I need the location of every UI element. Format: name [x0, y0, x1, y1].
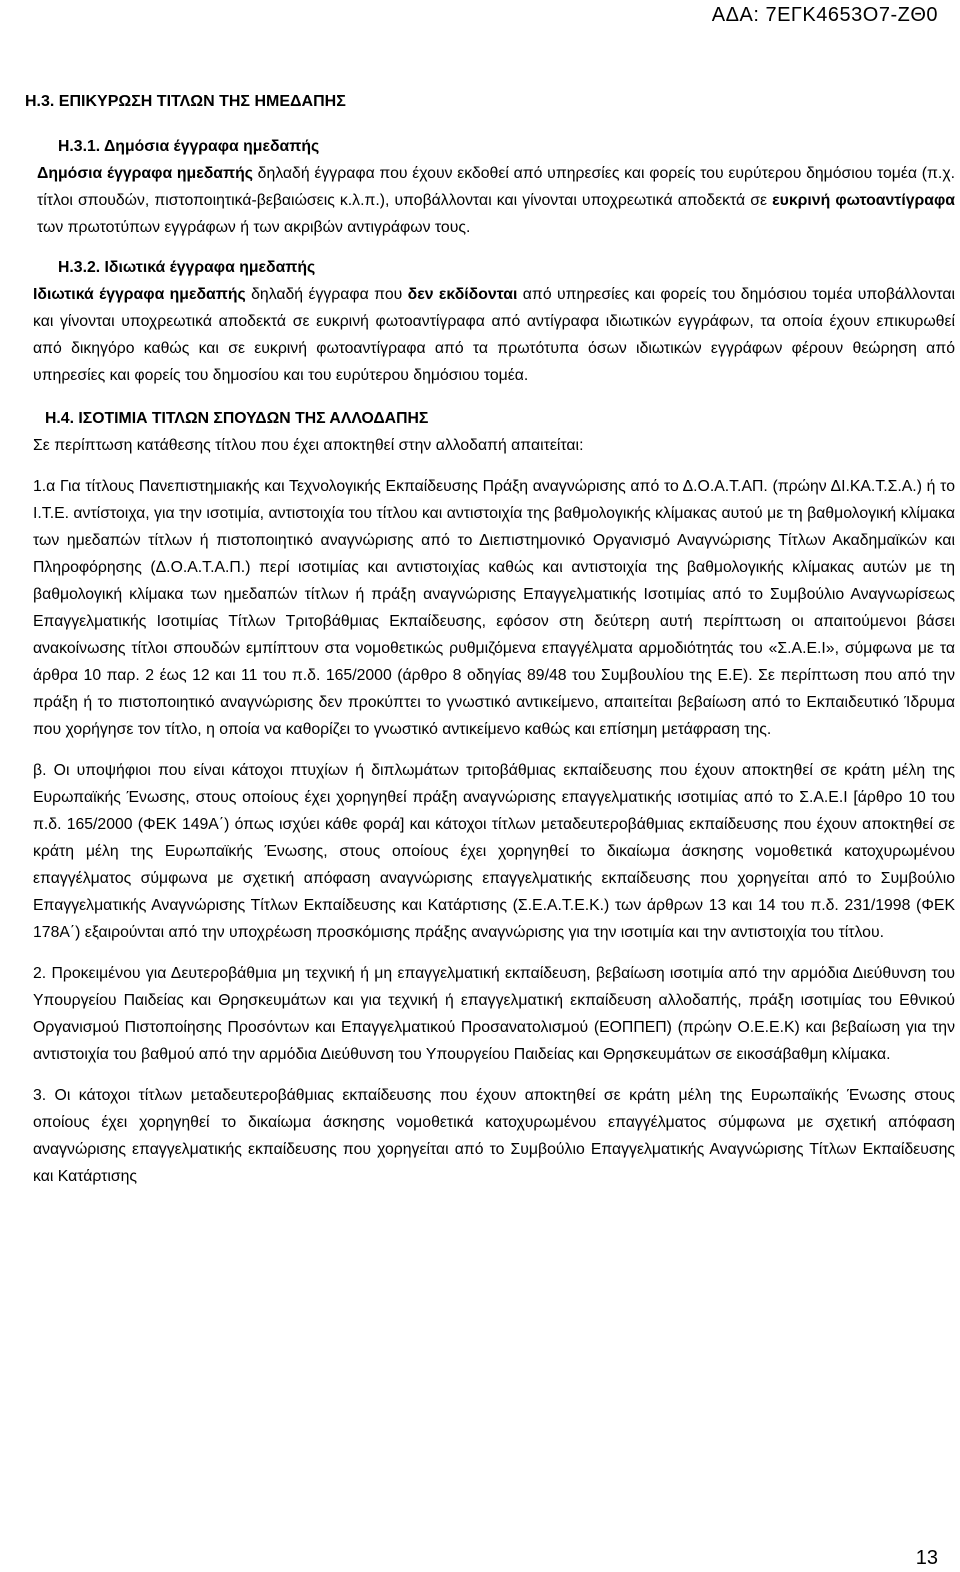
section-h32: [25, 254, 955, 389]
subsection-title-h32: Η.3.2. Ιδιωτικά έγγραφα ημεδαπής: [58, 259, 316, 276]
text-h32-3: από υπηρεσίες και φορείς του δημόσιου τομέα υποβάλλονται και γίνονται υποχρεωτικά αποδεκτά σε ευκρινή φωτοαντίγραφα από αντίγραφα ιδιωτικών εγγράφων, τα οποία έχουν επικυρωθεί από δικηγόρο καθώς και σε ευκρινή φωτοαντίγραφα από τα πρωτότυπα όσων ιδιωτικών εγγράφων φέρουν θεώρηση από υπηρεσίες και φορείς του δημοσίου και του ευρύτερου δημόσιου τομέα.: [33, 286, 955, 384]
paragraph-1a: 1.α Για τίτλους Πανεπιστημιακής και Τεχνολογικής Εκπαίδευσης Πράξη αναγνώρισης από το Δ.Ο.Α.Τ.ΑΠ. (πρώην ΔΙ.ΚΑ.Τ.Σ.Α.) ή το Ι.Τ.Ε. αντίστοιχα, για την ισοτιμία, αντιστοιχία του τίτλου και αντιστοιχία της βαθμολογικής κλίμακας αυτού με τη βαθμολογική κλίμακα των ημεδαπών τίτλων ή πιστοποιητικό αναγνώρισης από το Διεπιστημονικό Οργανισμό Αναγνώρισης Τίτλων Ακαδημαϊκών και Πληροφόρησης (Δ.Ο.Α.Τ.Α.Π.) περί ισοτιμίας και αντιστοιχίας καθώς και αντιστοιχία της βαθμολογικής κλίμακας αυτών με τη βαθμολογική κλίμακα των ημεδαπών τίτλων ή πράξη αναγνώρισης Επαγγελματικής Ισοτιμίας από το Συμβούλιο Αναγνωρίσεως Επαγγελματικής Ισοτιμίας Τίτλων Τριτοβάθμιας Εκπαίδευσης, εφόσον στη δεύτερη αυτή περίπτωση οι απαιτούμενοι βάσει ανακοίνωσης τίτλοι σπουδών εμπίπτουν στα νομοθετικώς ρυθμιζόμενα επαγγέλματα αρμοδιότητάς του «Σ.Α.Ε.Ι», σύμφωνα με τα άρθρα 10 παρ. 2 έως 12 και 11 του π.δ. 165/2000 (άρθρο 8 οδηγίας 89/48 του Συμβουλίου της Ε.Ε). Σε περίπτωση που από την πράξη ή το πιστοποιητικό αναγνώρισης δεν προκύπτει το γνωστικό αντικείμενο, απαιτείται βεβαίωση από το Εκπαιδευτικό Ίδρυμα που χορήγησε τον τίτλο, η οποία να καθορίζει το γνωστικό αντικείμενο καθώς και επίσημη μετάφραση της.: [33, 478, 955, 738]
page-number: 13: [915, 1547, 938, 1569]
lead-bold-h31: Δημόσια έγγραφα ημεδαπής: [37, 165, 253, 182]
text-h31-1: δηλαδή έγγραφα που έχουν εκδοθεί από υπηρεσίες και φορείς του ευρύτερου δημόσιου τομέα (π.χ. τίτλοι σπουδών, πιστοποιητικά-βεβαιώσεις κ.λ.π.), υποβάλλονται και γίνονται υποχρεωτικά αποδεκτά σε: [37, 165, 955, 209]
paragraph-1b: β. Οι υποψήφιοι που είναι κάτοχοι πτυχίων ή διπλωμάτων τριτοβάθμιας εκπαίδευσης που έχουν αποκτηθεί σε κράτη μέλη της Ευρωπαϊκής Ένωσης, στους οποίους έχει χορηγηθεί πράξη αναγνώρισης επαγγελματικής ισοτιμίας από το Σ.Α.Ε.Ι [άρθρο 10 του π.δ. 165/2000 (ΦΕΚ 149Α΄) όπως ισχύει κάθε φορά] και κάτοχοι τίτλων μεταδευτεροβάθμιας εκπαίδευσης που έχουν αποκτηθεί σε κράτη μέλη της Ευρωπαϊκής Ένωσης, στους οποίους έχει χορηγηθεί το δικαίωμα άσκησης νομοθετικά κατοχυρωμένου επαγγέλματος σύμφωνα με σχετική απόφαση αναγνώρισης επαγγελματικής εκπαίδευσης που χορηγείται από το Συμβούλιο Επαγγελματικής Αναγνώρισης Τίτλων Εκπαίδευσης και Κατάρτισης (Σ.Ε.Α.Τ.Ε.Κ.) των άρθρων 13 και 14 του π.δ. 231/1998 (ΦΕΚ 178Α΄) εξαιρούνται από την υποχρέωση προσκόμισης πράξης αναγνώρισης για την ισοτιμία και την αντιστοιχία του τίτλου.: [33, 762, 955, 941]
ada-code: ΑΔΑ: 7ΕΓΚ4653Ο7-ΖΘ0: [711, 4, 938, 26]
paragraph-2: 2. Προκειμένου για Δευτεροβάθμια μη τεχνική ή μη επαγγελματική εκπαίδευση, βεβαίωση ισοτιμία από την αρμόδια Διεύθυνση του Υπουργείου Παιδείας και Θρησκευμάτων και για τεχνική ή επαγγελματική εκπαίδευση αλλοδαπής, πράξη ισοτιμίας του Εθνικού Οργανισμού Πιστοποίησης Προσόντων και Επαγγελματικού Προσανατολισμού (ΕΟΠΠΕΠ) (πρώην Ο.Ε.Ε.Κ) και βεβαίωση για την αντιστοιχία του βαθμού από την αρμόδια Διεύθυνση του Υπουργείου Παιδείας και Θρησκευμάτων σε εικοσάβαθμη κλίμακα.: [33, 965, 955, 1063]
lead-bold-h32: Ιδιωτικά έγγραφα ημεδαπής: [33, 286, 246, 303]
text-h32-1: δηλαδή έγγραφα που: [245, 286, 408, 303]
subsection-title-h31: Η.3.1. Δημόσια έγγραφα ημεδαπής: [58, 138, 320, 155]
paragraph-h31: [25, 160, 955, 241]
paragraph-3: 3. Οι κάτοχοι τίτλων μεταδευτεροβάθμιας εκπαίδευσης που έχουν αποκτηθεί σε κράτη μέλη της Ευρωπαϊκής Ένωσης στους οποίους έχει χορηγηθεί το δικαίωμα άσκησης νομοθετικά κατοχυρωμένου επαγγέλματος σύμφωνα με σχετική απόφαση αναγνώρισης επαγγελματικής εκπαίδευσης που χορηγείται από το Συμβούλιο Επαγγελματικής Αναγνώρισης Τίτλων Εκπαίδευσης και Κατάρτισης: [33, 1087, 955, 1185]
section-h31: [25, 133, 955, 241]
text-h31-3: των πρωτοτύπων εγγράφων ή των ακριβών αντιγράφων τους.: [37, 219, 471, 236]
bold-h32-2: δεν εκδίδονται: [407, 286, 518, 303]
intro-h4: Σε περίπτωση κατάθεσης τίτλου που έχει αποκτηθεί στην αλλοδαπή απαιτείται:: [33, 437, 584, 454]
section-heading-h4: Η.4. ΙΣΟΤΙΜΙΑ ΤΙΤΛΩΝ ΣΠΟΥΔΩΝ ΤΗΣ ΑΛΛΟΔΑΠΗΣ: [45, 410, 429, 427]
bold-h31-2: ευκρινή φωτοαντίγραφα: [772, 192, 955, 209]
paragraph-h32: [25, 281, 955, 389]
section-heading-h3: Η.3. ΕΠΙΚΥΡΩΣΗ ΤΙΤΛΩΝ ΤΗΣ ΗΜΕΔΑΠΗΣ: [25, 93, 346, 110]
document-body: [25, 88, 955, 1190]
section-h4: [25, 405, 955, 1190]
